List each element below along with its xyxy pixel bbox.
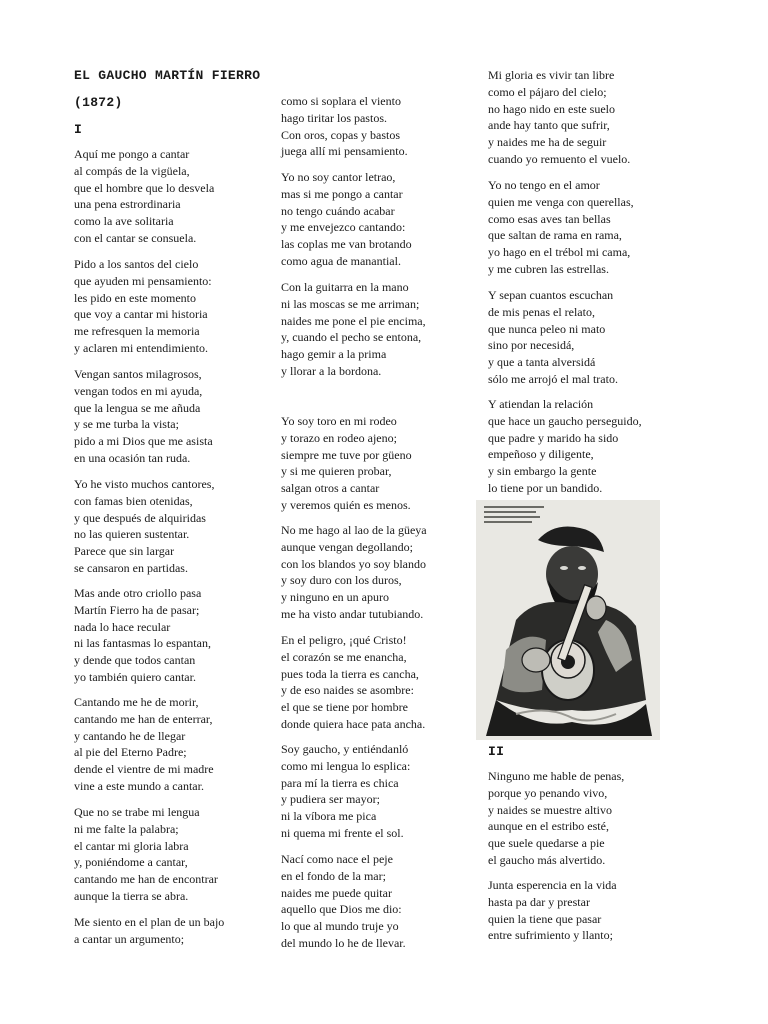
verse-line: quien la tiene que pasar: [488, 911, 602, 926]
section-heading-2: II: [488, 744, 505, 759]
verse-line: como esas aves tan bellas: [488, 211, 611, 226]
stanza: [488, 877, 617, 944]
stanza: [74, 146, 214, 247]
poem-year: (1872): [74, 95, 123, 110]
verse-line: que suele quedarse a pie: [488, 836, 605, 851]
verse-line: Me siento en el plan de un bajo: [74, 915, 225, 929]
verse-line: ni las moscas se me arriman;: [281, 296, 420, 311]
verse-line: donde quiera hace pata ancha.: [281, 716, 426, 731]
verse-line: pues toda la tierra es cancha,: [281, 666, 419, 681]
verse-line: Que no se trabe mi lengua: [74, 805, 200, 819]
verse-line: nada lo hace recular: [74, 619, 171, 634]
verse-line: el que se tiene por hombre: [281, 700, 408, 715]
verse-line: al pie del Eterno Padre;: [74, 745, 187, 760]
stanza: [74, 256, 212, 357]
poem-title: EL GAUCHO MARTÍN FIERRO: [74, 68, 261, 83]
verse-line: aquello que Dios me dio:: [281, 902, 402, 917]
verse-line: Mas ande otro criollo pasa: [74, 586, 202, 600]
verse-line: naides me puede quitar: [281, 885, 392, 900]
verse-line: Yo soy toro en mi rodeo: [281, 414, 397, 428]
verse-line: naides me pone el pie encima,: [281, 313, 426, 328]
verse-line: que nunca peleo ni mato: [488, 321, 606, 336]
gaucho-guitar-illustration: [476, 500, 660, 740]
verse-line: y si me quieren probar,: [281, 464, 392, 479]
verse-line: y me cubren las estrellas.: [488, 261, 609, 276]
verse-line: y me envejezco cantando:: [281, 220, 406, 235]
verse-line: Pido a los santos del cielo: [74, 257, 199, 271]
verse-line: sólo me arrojó el mal trato.: [488, 371, 618, 386]
verse-line: el gaucho más alvertido.: [488, 852, 606, 867]
verse-line: pido a mi Dios que me asista: [74, 434, 213, 449]
verse-line: y soy duro con los duros,: [281, 573, 402, 588]
verse-line: y naides se muestre altivo: [488, 802, 612, 817]
gaucho-drawing-icon: [476, 500, 660, 740]
verse-line: y aclaren mi entendimiento.: [74, 340, 208, 355]
verse-line: dende el vientre de mi madre: [74, 762, 214, 777]
stanza: [488, 396, 642, 497]
verse-line: como agua de manantial.: [281, 253, 401, 268]
verse-line: en una ocasión tan ruda.: [74, 450, 191, 465]
verse-line: cantando me han de enterrar,: [74, 711, 213, 726]
verse-line: y veremos quién es menos.: [281, 497, 411, 512]
verse-line: el cantar mi gloria labra: [74, 838, 189, 853]
verse-line: y de eso naides se asombre:: [281, 683, 414, 698]
verse-line: siempre me tuve por güeno: [281, 447, 412, 462]
verse-line: juega allí mi pensamiento.: [281, 144, 408, 159]
verse-line: Yo no tengo en el amor: [488, 178, 600, 192]
verse-line: me ha visto andar tutubiando.: [281, 606, 424, 621]
stanza: [488, 287, 618, 388]
verse-line: que la lengua se me añuda: [74, 400, 201, 415]
verse-line: como la ave solitaria: [74, 214, 174, 229]
stanza: [74, 366, 213, 467]
stanza: [74, 585, 211, 686]
verse-line: con el cantar se consuela.: [74, 230, 197, 245]
stanza: [488, 177, 634, 278]
verse-line: y, poniéndome a cantar,: [74, 855, 188, 870]
verse-line: a cantar un argumento;: [74, 931, 185, 946]
verse-line: En el peligro, ¡qué Cristo!: [281, 633, 407, 647]
verse-line: del mundo lo he de llevar.: [281, 935, 406, 950]
verse-line: Vengan santos milagrosos,: [74, 367, 202, 381]
section-heading-1: I: [74, 122, 83, 137]
verse-line: aunque la tierra se abra.: [74, 888, 189, 903]
verse-line: y que a tanta alversidá: [488, 355, 596, 370]
verse-line: sino por necesidá,: [488, 338, 575, 353]
verse-line: que hace un gaucho perseguido,: [488, 413, 642, 428]
verse-line: Junta esperencia en la vida: [488, 878, 617, 892]
stanza: [281, 93, 408, 160]
verse-line: yo hago en el trébol mi cama,: [488, 245, 631, 260]
verse-line: una pena estrordinaria: [74, 197, 181, 212]
verse-line: que saltan de rama en rama,: [488, 228, 622, 243]
verse-line: y ninguno en un apuro: [281, 590, 389, 605]
verse-line: con los blandos yo soy blando: [281, 556, 426, 571]
verse-line: Nací como nace el peje: [281, 852, 393, 866]
stanza: [281, 169, 412, 270]
verse-line: Con la guitarra en la mano: [281, 280, 409, 294]
verse-line: Yo no soy cantor letrao,: [281, 170, 396, 184]
verse-line: como el pájaro del cielo;: [488, 84, 607, 99]
verse-line: que voy a cantar mi historia: [74, 307, 208, 322]
verse-line: ni quema mi frente el sol.: [281, 825, 404, 840]
stanza: [281, 632, 425, 733]
verse-line: cuando yo remuento el vuelo.: [488, 151, 631, 166]
stanza: [74, 476, 214, 577]
verse-line: Parece que sin largar: [74, 544, 175, 559]
verse-line: para mí la tierra es chica: [281, 775, 399, 790]
verse-line: y que después de alquiridas: [74, 510, 206, 525]
verse-line: se cansaron en partidas.: [74, 560, 188, 575]
verse-line: en el fondo de la mar;: [281, 868, 386, 883]
verse-line: y sin embargo la gente: [488, 464, 597, 479]
verse-line: y dende que todos cantan: [74, 653, 196, 668]
verse-line: lo que al mundo truje yo: [281, 919, 399, 934]
verse-line: No me hago al lao de la güeya: [281, 523, 427, 537]
verse-line: y torazo en rodeo ajeno;: [281, 430, 397, 445]
verse-line: Con oros, copas y bastos: [281, 127, 400, 142]
verse-line: que ayuden mi pensamiento:: [74, 273, 212, 288]
verse-line: al compás de la vigüela,: [74, 163, 190, 178]
stanza: [281, 741, 410, 842]
verse-line: las coplas me van brotando: [281, 237, 412, 252]
stanza: [281, 851, 406, 952]
verse-line: Y atiendan la relación: [488, 397, 594, 411]
verse-line: ni las fantasmas lo espantan,: [74, 636, 211, 651]
stanza: [281, 413, 412, 514]
verse-line: vine a este mundo a cantar.: [74, 778, 204, 793]
verse-line: porque yo penando vivo,: [488, 785, 608, 800]
verse-line: me refresquen la memoria: [74, 324, 200, 339]
stanza: [281, 279, 426, 380]
verse-line: hago gemir a la prima: [281, 347, 387, 362]
verse-line: Y sepan cuantos escuchan: [488, 288, 614, 302]
verse-line: lo tiene por un bandido.: [488, 480, 603, 495]
verse-line: aunque vengan degollando;: [281, 539, 413, 554]
verse-line: quien me venga con querellas,: [488, 194, 634, 209]
verse-line: el corazón se me enancha,: [281, 649, 407, 664]
stanza: [74, 804, 218, 905]
stanza: [488, 67, 630, 168]
verse-line: y cantando he de llegar: [74, 728, 186, 743]
stanza: [74, 694, 214, 795]
verse-line: no las quieren sustentar.: [74, 527, 190, 542]
verse-line: Soy gaucho, y entiéndanló: [281, 742, 409, 756]
verse-line: y se me turba la vista;: [74, 417, 179, 432]
verse-line: hago tiritar los pastos.: [281, 110, 387, 125]
verse-line: Martín Fierro ha de pasar;: [74, 602, 200, 617]
stanza: [488, 768, 624, 869]
verse-line: que el hombre que lo desvela: [74, 180, 215, 195]
verse-line: vengan todos en mi ayuda,: [74, 383, 203, 398]
verse-line: hasta pa dar y prestar: [488, 894, 590, 909]
verse-line: y llorar a la bordona.: [281, 363, 382, 378]
verse-line: y pudiera ser mayor;: [281, 792, 380, 807]
verse-line: salgan otros a cantar: [281, 481, 380, 496]
stanza: [74, 914, 224, 948]
verse-line: entre sufrimiento y llanto;: [488, 928, 613, 943]
verse-line: con famas bien otenidas,: [74, 493, 193, 508]
verse-line: yo también quiero cantar.: [74, 669, 196, 684]
verse-line: ni la víbora me pica: [281, 809, 377, 824]
verse-line: Mi gloria es vivir tan libre: [488, 68, 615, 82]
verse-line: les pido en este momento: [74, 290, 196, 305]
verse-line: mas si me pongo a cantar: [281, 186, 403, 201]
verse-line: Yo he visto muchos cantores,: [74, 477, 215, 491]
verse-line: ande hay tanto que sufrir,: [488, 118, 610, 133]
verse-line: Cantando me he de morir,: [74, 695, 199, 709]
verse-line: Ninguno me hable de penas,: [488, 769, 625, 783]
verse-line: de mis penas el relato,: [488, 304, 595, 319]
verse-line: aunque en el estribo esté,: [488, 819, 609, 834]
verse-line: que padre y marido ha sido: [488, 430, 619, 445]
verse-line: no tengo cuándo acabar: [281, 203, 395, 218]
verse-line: no hago nido en este suelo: [488, 101, 615, 116]
verse-line: empeñoso y diligente,: [488, 447, 594, 462]
verse-line: como mi lengua lo esplica:: [281, 758, 411, 773]
verse-line: ni me falte la palabra;: [74, 821, 179, 836]
verse-line: Aquí me pongo a cantar: [74, 147, 190, 161]
verse-line: cantando me han de encontrar: [74, 872, 218, 887]
verse-line: como si soplara el viento: [281, 94, 401, 108]
verse-line: y naides me ha de seguir: [488, 135, 607, 150]
stanza: [281, 522, 427, 623]
verse-line: y, cuando el pecho se entona,: [281, 330, 422, 345]
